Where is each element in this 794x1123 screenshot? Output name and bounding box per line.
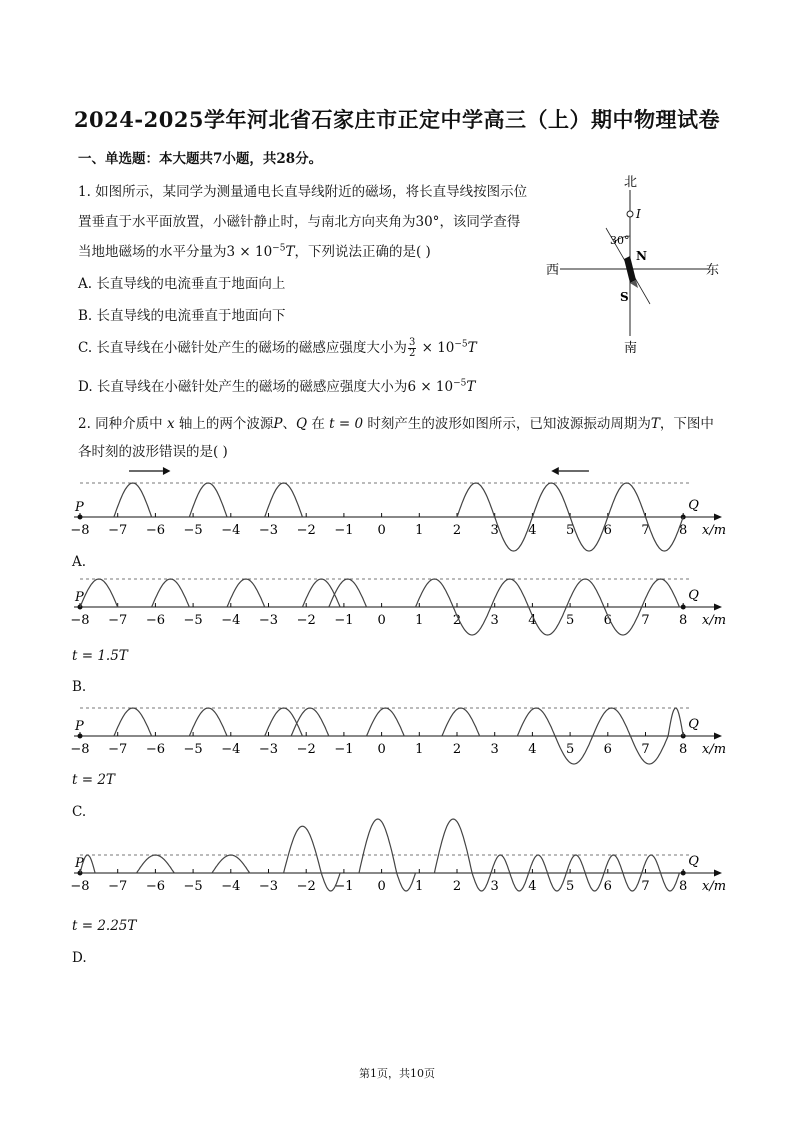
label-p: P <box>75 856 84 871</box>
needle-n-label: N <box>636 249 647 263</box>
q2-line1-b: 轴上的两个波源 <box>178 416 274 432</box>
q1-option-b[interactable]: B. 长直导线的电流垂直于地面向下 <box>78 308 286 324</box>
label-q: Q <box>688 498 699 513</box>
q2-line2: 各时刻的波形错误的是( ) <box>78 444 228 460</box>
q1-line3-a: 当地地磁场的水平分量为 <box>78 244 227 260</box>
axis-tick-label: −3 <box>258 523 279 538</box>
x-axis-arrow <box>714 514 722 521</box>
axis-tick-label: 0 <box>377 523 386 538</box>
source-q-dot <box>681 605 686 610</box>
axis-tick-label: −6 <box>145 879 165 894</box>
q1-option-c-exp: −5 <box>454 339 468 350</box>
axis-tick-label: −6 <box>145 523 165 538</box>
axis-tick-label: −6 <box>145 613 165 628</box>
wave-pulse <box>442 708 480 736</box>
axis-tick-label: 6 <box>603 879 612 894</box>
axis-tick-label: −8 <box>70 613 90 628</box>
axis-tick-label: −1 <box>334 523 354 538</box>
label-p: P <box>75 500 84 515</box>
axis-tick-label: −6 <box>145 742 165 757</box>
compass-figure <box>540 170 730 360</box>
wave-pulse <box>585 873 604 891</box>
source-p-dot <box>78 515 83 520</box>
q1-option-c-text: C. 长直导线在小磁针处产生的磁场的磁感应强度大小为 <box>78 340 407 356</box>
axis-tick-label: 8 <box>679 613 688 628</box>
q1-line2-a: 置垂直于水平面放置，小磁针静止时，与南北方向夹角为 <box>78 214 416 230</box>
q2-line1 <box>78 412 714 432</box>
axis-tick-label: 2 <box>452 879 462 894</box>
wave-pulse <box>189 708 227 736</box>
axis-tick-label: 6 <box>603 523 612 538</box>
axis-tick-label: −7 <box>108 523 128 538</box>
axis-tick-label: 1 <box>415 523 424 538</box>
q1-option-a[interactable]: A. 长直导线的电流垂直于地面向上 <box>78 276 286 292</box>
wave-pulse <box>566 579 604 607</box>
axis-tick-label: −5 <box>183 613 203 628</box>
axis-unit: x/m <box>702 879 727 894</box>
q1-option-c-power: × 10 <box>417 340 455 356</box>
axis-tick-label: −5 <box>183 879 203 894</box>
wave-option-b <box>0 690 794 770</box>
axis-tick-label: −4 <box>221 613 241 628</box>
q1-option-c-fraction <box>408 338 416 359</box>
axis-tick-label: 4 <box>528 613 537 628</box>
q2-line1-c: 在 <box>311 416 325 432</box>
axis-unit: x/m <box>702 613 727 628</box>
label-q: Q <box>688 717 699 732</box>
axis-tick-label: −4 <box>221 523 241 538</box>
wave-pulse <box>668 708 683 736</box>
east-label: 东 <box>706 263 720 278</box>
wave-option-c <box>0 815 794 915</box>
q1-option-d-value: 6 × 10 <box>407 379 454 395</box>
axis-tick-label: 0 <box>377 613 386 628</box>
wave-pulse <box>548 873 567 891</box>
label-q: Q <box>688 588 699 603</box>
wave-option-c-group <box>70 819 726 894</box>
axis-tick-label: −2 <box>296 613 316 628</box>
axis-tick-label: 0 <box>377 742 386 757</box>
q1-field-exp: −5 <box>272 243 286 254</box>
wave-option-a-group <box>70 579 726 635</box>
wave-pulse <box>434 819 472 873</box>
axis-tick-label: 1 <box>415 613 424 628</box>
axis-tick-label: 6 <box>603 613 612 628</box>
axis-tick-label: −4 <box>221 879 241 894</box>
axis-tick-label: −5 <box>183 523 203 538</box>
axis-tick-label: 7 <box>641 613 650 628</box>
q2-line1-e: ，下图中 <box>659 416 714 432</box>
q1-line2 <box>78 210 520 230</box>
wave-pulse <box>517 708 555 736</box>
axis-tick-label: −7 <box>108 879 128 894</box>
axis-tick-label: −3 <box>258 879 279 894</box>
axis-tick-label: 1 <box>415 879 424 894</box>
wave-pulse <box>661 873 680 891</box>
wave-pulse <box>646 517 684 551</box>
axis-tick-label: 0 <box>377 879 386 894</box>
q2-T: T <box>650 416 660 432</box>
wave-pulse <box>529 855 548 873</box>
axis-tick-label: 3 <box>490 742 499 757</box>
axis-tick-label: −5 <box>183 742 203 757</box>
wave-pulse <box>227 579 265 607</box>
axis-unit: x/m <box>702 523 727 538</box>
wave-pulse <box>457 483 495 517</box>
wave-pulse <box>642 579 680 607</box>
wave-pulse <box>510 873 529 891</box>
axis-tick-label: 8 <box>679 523 688 538</box>
wave-pulse <box>152 579 190 607</box>
q2-P: P <box>273 416 283 432</box>
west-label: 西 <box>546 263 560 278</box>
x-axis-arrow <box>714 870 722 877</box>
axis-tick-label: 4 <box>528 523 537 538</box>
wave-pulse <box>604 607 642 635</box>
q1-line3-b: ，下列说法正确的是( ) <box>294 244 431 260</box>
q2-t0: t = 0 <box>329 416 364 432</box>
wave-pulse <box>367 708 405 736</box>
axis-tick-label: 7 <box>641 742 650 757</box>
q1-option-d-unit: T <box>466 379 476 395</box>
axis-unit: x/m <box>702 742 727 757</box>
axis-tick-label: −1 <box>334 742 354 757</box>
current-label: I <box>636 207 641 221</box>
q2-line1-a: 2. 同种介质中 <box>78 416 163 432</box>
axis-tick-label: 3 <box>490 879 499 894</box>
axis-tick-label: 4 <box>528 879 537 894</box>
axis-tick-label: 2 <box>452 742 462 757</box>
north-label: 北 <box>624 175 638 190</box>
wave-pulse <box>623 873 642 891</box>
axis-tick-label: 8 <box>679 742 688 757</box>
wave-pulse <box>604 855 623 873</box>
axis-tick-label: −2 <box>296 523 316 538</box>
q1-option-d-text: D. 长直导线在小磁针处产生的磁场的磁感应强度大小为 <box>78 379 408 395</box>
wave-pulse <box>642 855 661 873</box>
axis-tick-label: 2 <box>452 613 462 628</box>
wire-cross-section <box>627 211 633 217</box>
axis-tick-label: −4 <box>221 742 241 757</box>
page-footer: 第1页，共10页 <box>359 1067 435 1080</box>
axis-tick-label: −1 <box>334 879 354 894</box>
q1-option-c-denominator: 2 <box>408 348 416 359</box>
axis-tick-label: 1 <box>415 742 424 757</box>
q2-time-c: t = 2.25T <box>72 918 137 934</box>
wave-pulse <box>491 855 510 873</box>
wave-pulse <box>397 873 416 891</box>
q1-field-unit: T <box>285 244 295 260</box>
wave-pulse <box>359 819 397 873</box>
q1-line2-b: ，该同学查得 <box>439 214 521 230</box>
q2-sep: 、 <box>282 416 296 432</box>
wave-pulse <box>472 873 491 891</box>
wave-pulse <box>495 517 533 551</box>
wave-pulse <box>114 708 152 736</box>
wave-pulse <box>416 579 454 607</box>
wave-pulse <box>80 579 118 607</box>
q2-x-var: x <box>166 416 175 432</box>
axis-tick-label: 5 <box>565 523 575 538</box>
axis-tick-label: −8 <box>70 879 90 894</box>
wave-option-a <box>0 565 794 645</box>
wave-pulse <box>189 483 227 517</box>
wave-pulse <box>529 607 567 635</box>
x-axis-arrow <box>714 604 722 611</box>
axis-tick-label: −1 <box>334 613 354 628</box>
axis-tick-label: 5 <box>565 742 575 757</box>
axis-tick-label: 2 <box>452 523 462 538</box>
axis-tick-label: −7 <box>108 613 128 628</box>
source-q-dot <box>681 871 686 876</box>
wave-pulse <box>593 708 631 736</box>
axis-tick-label: −3 <box>258 613 279 628</box>
q2-Q: Q <box>295 416 308 432</box>
q1-option-d-exp: −5 <box>453 378 467 389</box>
wave-pulse <box>265 483 303 517</box>
source-p-dot <box>78 734 83 739</box>
wave-initial-group <box>70 467 726 551</box>
q2-time-a: t = 1.5T <box>72 648 128 664</box>
q2-option-d[interactable]: D. <box>72 950 87 966</box>
wave-pulse <box>570 517 608 551</box>
axis-tick-label: 5 <box>565 879 575 894</box>
q2-option-c[interactable]: C. <box>72 804 87 820</box>
axis-tick-label: 7 <box>641 523 650 538</box>
axis-tick-label: −2 <box>296 742 316 757</box>
page-title: 2024-2025学年河北省石家庄市正定中学高三（上）期中物理试卷 <box>73 107 721 132</box>
wave-pulse <box>608 483 646 517</box>
wave-pulse <box>329 579 367 607</box>
wave-pulse <box>491 579 529 607</box>
wave-pulse <box>453 607 491 635</box>
left-wave-arrow-head <box>163 467 171 475</box>
axis-tick-label: 3 <box>490 613 499 628</box>
label-p: P <box>75 590 84 605</box>
q1-option-d[interactable] <box>78 375 475 395</box>
axis-tick-label: −8 <box>70 742 90 757</box>
axis-tick-label: −3 <box>258 742 279 757</box>
wave-option-b-group <box>70 708 726 764</box>
axis-tick-label: −7 <box>108 742 128 757</box>
axis-tick-label: −2 <box>296 879 316 894</box>
q1-line3 <box>78 240 431 260</box>
x-axis-arrow <box>714 733 722 740</box>
right-wave-arrow-head <box>551 467 559 475</box>
axis-tick-label: 3 <box>490 523 499 538</box>
wave-initial <box>0 455 794 555</box>
axis-tick-label: 5 <box>565 613 575 628</box>
south-label: 南 <box>624 341 638 356</box>
wave-pulse <box>284 826 322 873</box>
axis-tick-label: 4 <box>528 742 537 757</box>
wave-pulse <box>114 483 152 517</box>
q1-option-c-numerator: 3 <box>408 337 416 348</box>
q1-field: 3 × 10 <box>226 244 273 260</box>
label-p: P <box>75 719 84 734</box>
q1-line1: 1. 如图所示，某同学为测量通电长直导线附近的磁场，将长直导线按图示位 <box>78 184 528 200</box>
q1-angle: 30° <box>415 214 440 230</box>
label-q: Q <box>688 854 699 869</box>
q1-option-c-unit: T <box>467 340 477 356</box>
q1-option-c[interactable] <box>78 336 477 359</box>
axis-tick-label: −8 <box>70 523 90 538</box>
section-heading: 一、单选题：本大题共7小题，共28分。 <box>78 151 323 167</box>
q2-time-b: t = 2T <box>72 772 115 788</box>
axis-tick-label: 8 <box>679 879 688 894</box>
q2-option-a[interactable]: A. <box>72 554 87 570</box>
wave-pulse <box>291 708 329 736</box>
needle-s-label: S <box>620 290 629 304</box>
q2-line1-d: 时刻产生的波形如图所示，已知波源振动周期为 <box>367 416 651 432</box>
angle-label: 30° <box>610 234 630 247</box>
axis-tick-label: 7 <box>641 879 650 894</box>
axis-tick-label: 6 <box>603 742 612 757</box>
wave-pulse <box>532 483 570 517</box>
q2-option-b[interactable]: B. <box>72 679 87 695</box>
wave-pulse <box>566 855 585 873</box>
